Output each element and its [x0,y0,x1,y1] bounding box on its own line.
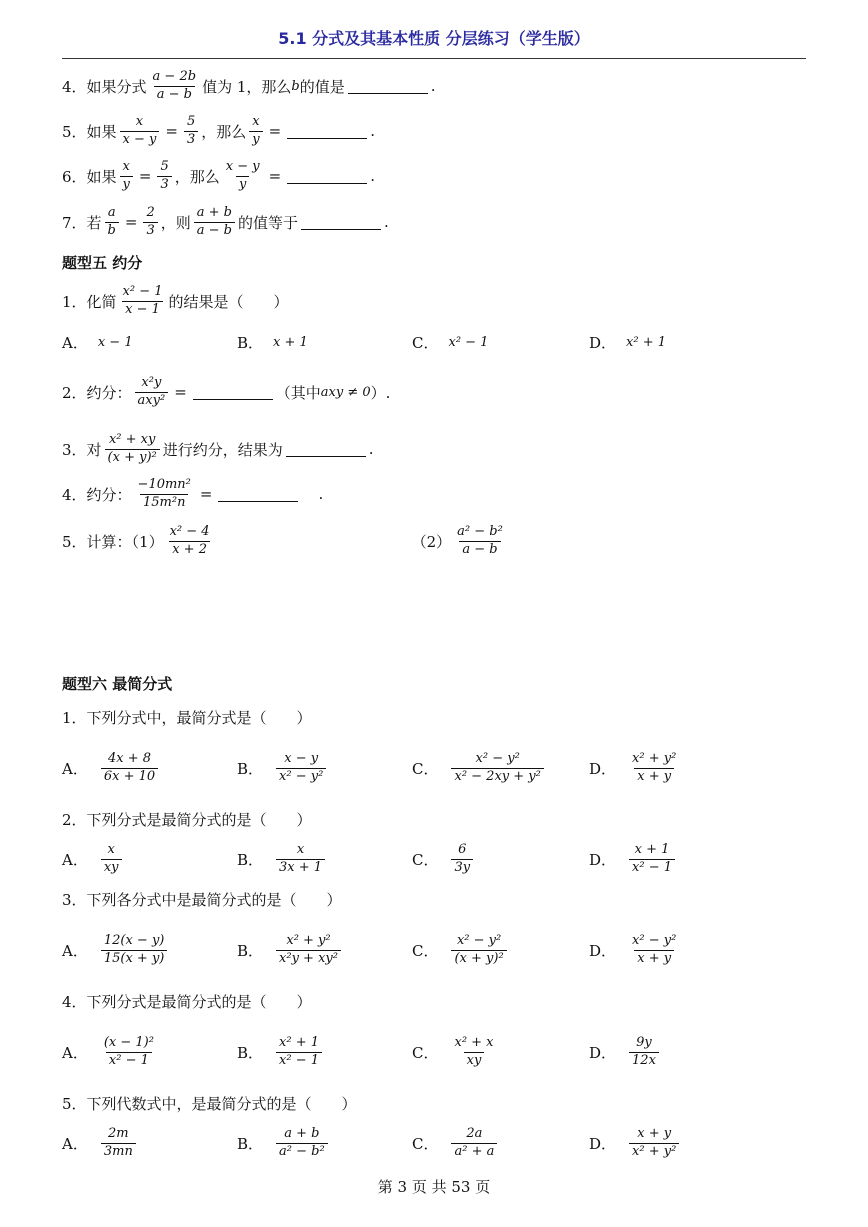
option-den: x + y [634,768,674,786]
option-label: B． [237,333,264,352]
q4-var: b [291,78,300,94]
q4-end: . [430,77,436,95]
option-label: C． [412,1043,439,1062]
s6q3-option-a[interactable] [62,927,170,973]
option-den: 3y [451,859,473,877]
s5q1-option-a[interactable] [62,319,133,365]
option-text: x² − 1 [448,334,489,350]
question-4 [62,63,436,109]
option-fraction [629,751,679,786]
option-den: x² − 1 [276,1052,322,1070]
option-label: D． [589,941,617,960]
option-num: 12(x − y) [103,932,165,948]
q5-f2-den: 3 [184,131,198,149]
option-label: A． [62,850,88,869]
s5q1-options [62,319,762,365]
s5q3-end: . [368,440,374,458]
q5-f3-num: x [252,113,260,129]
s5q3-den: (x + y)² [105,449,160,467]
option-den: 3x + 1 [276,859,325,877]
q4-lead: 4．如果分式 [62,77,147,96]
option-fraction [451,842,473,877]
q4-answer-blank[interactable] [348,79,428,94]
s5q2-fraction [135,375,169,410]
s5q1-option-b[interactable] [237,319,308,365]
s5q4-den: 15m²n [140,494,188,512]
option-label: B． [237,759,264,778]
q7-tail: 的值等于 [237,213,298,232]
option-den: 12x [629,1052,659,1070]
option-fraction [101,842,122,877]
q7-f1-den: b [105,222,119,240]
option-den: x²y + xy² [276,950,341,968]
option-num: x² + x [454,1034,494,1050]
section-5-heading: 题型五 约分 [62,254,143,272]
s6q1-option-b[interactable] [237,745,329,791]
option-den: x² − 2xy + y² [451,768,543,786]
s6q1-option-d[interactable] [589,745,682,791]
option-den: a² + a [451,1143,497,1161]
s5q3-fraction [105,432,160,467]
option-num: x² − y² [632,932,677,948]
page-footer: 第 3 页 共 53 页 [377,1178,491,1196]
option-den: (x + y)² [451,950,506,968]
header-divider [62,58,806,59]
q6-equals-2: = [268,167,282,185]
s5q4-lead: 4．约分： [62,485,132,504]
option-fraction [101,1126,136,1161]
s6q4-options [62,1029,762,1075]
q4-mid: 值为 1，那么 [202,77,292,96]
s5-question-4 [62,471,323,517]
s5q2-answer-blank[interactable] [193,385,273,400]
s6q3-option-c[interactable] [412,927,510,973]
option-label: D． [589,333,617,352]
q5-f3-den: y [249,131,262,149]
s6q1-option-c[interactable] [412,745,547,791]
s6q3-stem: 3．下列各分式中是最简分式的是（ ） [62,890,342,909]
option-label: A． [62,759,88,778]
option-num: x² − y² [475,750,520,766]
option-den: x + y [634,950,674,968]
option-num: x + 1 [634,841,670,857]
s6q3-options [62,927,762,973]
option-den: xy [464,1052,485,1070]
question-5 [62,108,375,154]
s6q5-option-b[interactable] [237,1120,331,1166]
q7-answer-blank[interactable] [301,215,381,230]
option-fraction [101,933,168,968]
q6-fraction-2 [157,159,171,194]
s5q2-num: x²y [141,374,162,390]
q7-lead: 7．若 [62,213,102,232]
option-text: x + 1 [273,334,308,350]
s5q3-answer-blank[interactable] [286,442,366,457]
s6q4-stem: 4．下列分式是最简分式的是（ ） [62,992,312,1011]
option-label: A． [62,941,88,960]
q5-f1-den: x − y [120,131,160,149]
option-den: 3mn [101,1143,136,1161]
q7-mid: ，则 [160,213,191,232]
q6-fraction-1 [120,159,133,194]
s6q5-stem: 5．下列代数式中，是最简分式的是（ ） [62,1094,357,1113]
option-label: A． [62,333,88,352]
s5q1-den: x − 1 [122,301,163,319]
q7-fraction-3 [194,205,235,240]
option-den: 6x + 10 [101,768,158,786]
q7-fraction-2 [143,205,157,240]
s5-question-1 [62,278,289,324]
option-label: D． [589,1043,617,1062]
s5-question-5 [62,518,509,564]
s6-question-3 [62,876,342,922]
q5-mid: ，那么 [201,122,247,141]
option-num: 9y [636,1034,652,1050]
option-num: 2a [466,1125,483,1141]
s5q2-paren-open: （其中 [275,383,321,402]
option-num: x − y [284,750,319,766]
option-den: x² − 1 [106,1052,152,1070]
option-num: x [107,841,115,857]
s5q2-den: axy² [135,392,169,410]
s5q2-lead: 2．约分： [62,383,132,402]
option-label: C． [412,1134,439,1153]
q5-equals: = [165,122,178,140]
option-den: x² + y² [629,1143,679,1161]
option-num: 4x + 8 [107,750,152,766]
option-label: B． [237,941,264,960]
s6q5-options [62,1120,762,1166]
option-num: 2m [108,1125,129,1141]
s5q5-f1-den: x + 2 [169,541,210,559]
option-den: x² − y² [276,768,326,786]
option-label: C． [412,850,439,869]
q5-fraction-2 [184,114,198,149]
s5q5-fraction-1 [167,524,213,559]
s5q5-lead-2: （2） [411,532,452,551]
option-fraction [451,751,543,786]
s6q2-stem: 2．下列分式是最简分式的是（ ） [62,810,312,829]
q5-f1-num: x [135,113,144,129]
s6-question-4 [62,978,312,1024]
option-num: x² − y² [456,932,502,948]
q7-fraction-1 [105,205,119,240]
q5-fraction-3 [249,114,262,149]
s6q3-option-b[interactable] [237,927,344,973]
option-fraction [451,1035,496,1070]
option-fraction [101,1035,157,1070]
option-label: C． [412,941,439,960]
q7-equals: = [124,213,138,231]
s6q4-option-a[interactable] [62,1029,160,1075]
option-den: xy [101,859,122,877]
q7-f3-den: a − b [194,222,235,240]
q5-fraction-1 [120,114,160,149]
s5q3-num: x² + xy [108,431,156,447]
option-text: x − 1 [97,334,133,350]
q6-fraction-3 [223,159,263,194]
q6-f1-num: x [122,158,130,174]
option-fraction [276,842,325,877]
s6q5-option-c[interactable] [412,1120,500,1166]
option-text: x² + 1 [626,334,667,350]
option-label: D． [589,759,617,778]
option-num: x² + 1 [279,1034,320,1050]
s5q4-end: . [318,485,324,503]
s5q5-lead: 5．计算：（1） [62,532,164,551]
q6-lead: 6．如果 [62,167,117,186]
s5q4-num: −10mn² [137,476,191,492]
q6-end: . [370,167,375,185]
s5q1-lead: 1．化简 [62,292,117,311]
s5q2-paren-close: ）. [370,383,391,402]
option-fraction [276,1035,322,1070]
q7-end: . [384,213,389,231]
s5q5-f2-den: a − b [459,541,500,559]
option-fraction [276,751,326,786]
s6q1-option-a[interactable] [62,745,161,791]
option-label: A． [62,1043,88,1062]
s6-question-1 [62,694,312,740]
q6-mid: ，那么 [174,167,220,186]
option-num: x [296,841,305,857]
option-fraction [101,751,158,786]
q7-f2-num: 2 [146,204,155,220]
option-fraction [276,1126,328,1161]
question-6 [62,153,375,199]
page-header-title: 5.1 分式及其基本性质 分层练习（学生版） [278,29,590,48]
option-den: a² − b² [276,1143,328,1161]
option-label: B． [237,1134,264,1153]
q6-answer-blank[interactable] [287,169,367,184]
s5q1-option-d[interactable] [589,319,666,365]
s5q1-tail: 的结果是（ ） [168,292,289,311]
option-den: x² − 1 [629,859,675,877]
s5q1-option-c[interactable] [412,319,488,365]
s5-question-2 [62,369,390,415]
q4-den: a − b [154,86,195,104]
q7-f3-num: a + b [196,204,232,220]
option-fraction [451,1126,497,1161]
s6q2-option-d[interactable] [589,836,678,882]
option-label: A． [62,1134,88,1153]
option-num: x² + y² [632,750,677,766]
s5q1-num: x² − 1 [122,283,163,299]
option-fraction [629,1126,679,1161]
option-fraction [276,933,341,968]
s5q4-answer-blank[interactable] [218,487,298,502]
s6q4-option-b[interactable] [237,1029,325,1075]
q5-equals-2: = [268,122,282,140]
option-num: x² + y² [286,932,331,948]
s6q5-option-a[interactable] [62,1120,139,1166]
q6-f2-den: 3 [157,176,171,194]
option-label: D． [589,1134,617,1153]
s5q3-lead: 3．对 [62,440,102,459]
q5-lead: 5．如果 [62,122,117,141]
q6-f3-num: x − y [225,158,260,174]
s6q1-options [62,745,762,791]
s6q3-option-d[interactable] [589,927,682,973]
option-num: (x − 1)² [103,1034,154,1050]
s6q4-option-c[interactable] [412,1029,500,1075]
option-label: C． [412,759,439,778]
q6-equals: = [138,167,152,185]
s6q4-option-d[interactable] [589,1029,662,1075]
q5-f2-num: 5 [186,113,196,129]
s5-question-3 [62,426,374,472]
q5-answer-blank[interactable] [287,124,367,139]
option-label: C． [412,333,439,352]
s5q2-equals: = [174,383,187,401]
q7-f1-num: a [107,204,116,220]
s5q5-f1-num: x² − 4 [169,523,210,539]
option-fraction [451,933,506,968]
option-num: x + y [637,1125,672,1141]
s5q1-fraction [120,284,166,319]
q4-tail: 的值是 [299,77,345,96]
s6q2-option-c[interactable] [412,836,476,882]
option-fraction [629,1035,659,1070]
q6-f2-num: 5 [160,158,169,174]
q7-f2-den: 3 [143,222,157,240]
question-7 [62,199,389,245]
s5q5-fraction-2 [454,524,506,559]
s6q1-stem: 1．下列分式中，最简分式是（ ） [62,708,312,727]
q4-fraction [150,69,200,104]
q6-f3-den: y [236,176,249,194]
s5q4-fraction [135,477,194,512]
q5-end: . [370,122,375,140]
s6q5-option-d[interactable] [589,1120,682,1166]
q6-f1-den: y [120,176,133,194]
option-den: 15(x + y) [101,950,168,968]
s5q4-equals: = [199,485,213,503]
option-fraction [629,933,679,968]
s5q5-f2-num: a² − b² [457,523,503,539]
option-fraction [629,842,675,877]
option-label: B． [237,1043,264,1062]
q4-num: a − 2b [152,68,197,84]
s5q2-condition: axy ≠ 0 [320,384,371,400]
option-label: D． [589,850,617,869]
s5q3-tail: 进行约分，结果为 [162,440,283,459]
option-num: 6 [458,841,467,857]
option-label: B． [237,850,264,869]
option-num: a + b [284,1125,320,1141]
section-6-heading: 题型六 最简分式 [62,675,173,693]
